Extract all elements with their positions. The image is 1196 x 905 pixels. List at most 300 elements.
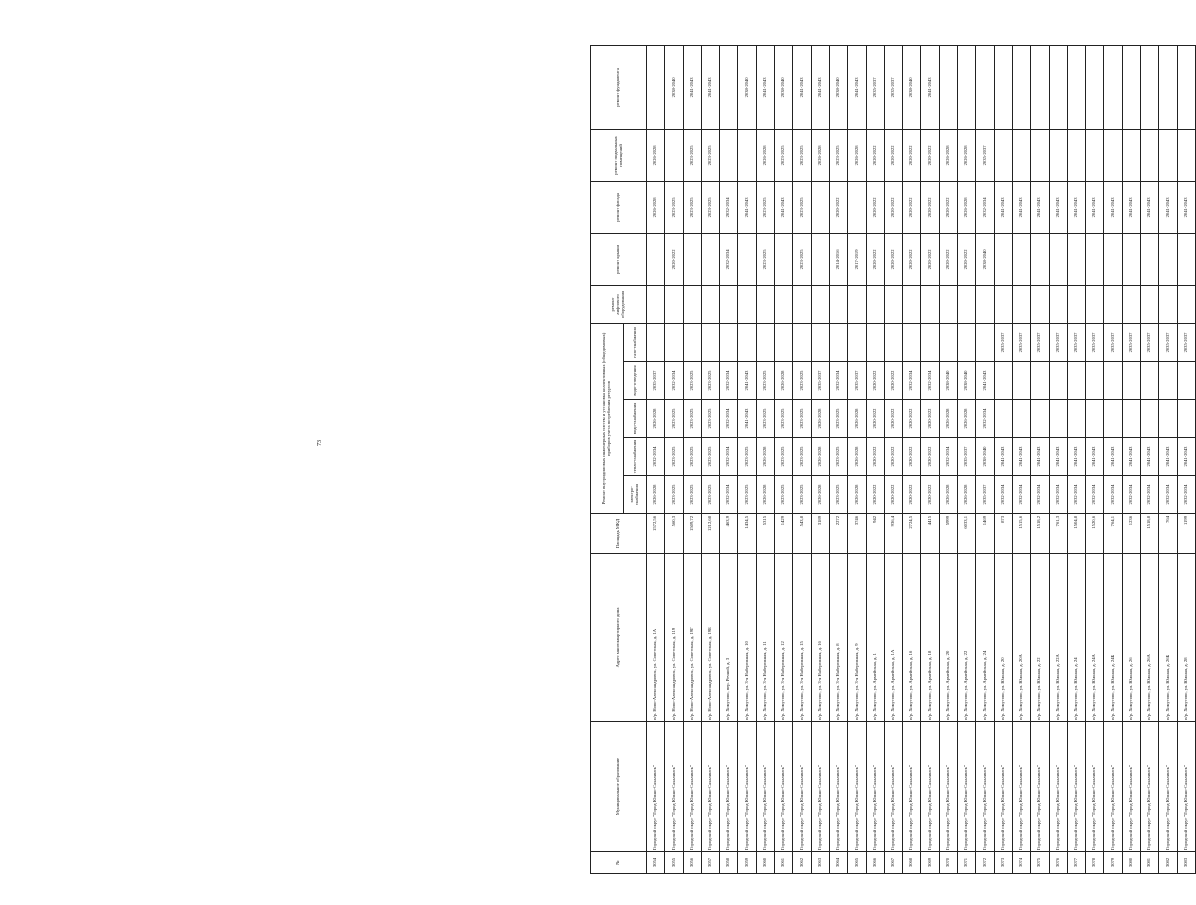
table-row <box>793 45 811 873</box>
cell-foundation <box>1141 45 1159 129</box>
cell-electro: 2026-2028 <box>811 476 829 514</box>
cell-roof <box>1159 233 1177 285</box>
cell-drain: 2020-2022 <box>866 362 884 400</box>
cell-electro: 2032-2034 <box>1177 476 1195 514</box>
cell-heat: 2041-2043 <box>1012 438 1030 476</box>
table-row <box>1141 45 1159 873</box>
cell-num: 3057 <box>701 852 719 874</box>
cell-water <box>1012 400 1030 438</box>
cell-basement: 2026-2028 <box>647 129 665 181</box>
cell-foundation <box>958 45 976 129</box>
cell-facade: 2041-2043 <box>738 181 756 233</box>
cell-water <box>1159 400 1177 438</box>
cell-water: 2023-2025 <box>701 400 719 438</box>
cell-roof: 2020-2022 <box>921 233 939 285</box>
cell-foundation: 2035-2037 <box>884 45 902 129</box>
cell-water <box>1049 400 1067 438</box>
cell-drain: 2035-2037 <box>647 362 665 400</box>
cell-facade: 2041-2043 <box>1141 181 1159 233</box>
cell-municipality: Городской округ "Город Южно-Сахалинск" <box>665 722 683 852</box>
cell-area: 1469 <box>976 514 994 554</box>
cell-water: 2023-2025 <box>665 400 683 438</box>
cell-municipality: Городской округ "Город Южно-Сахалинск" <box>1049 722 1067 852</box>
cell-electro: 2026-2028 <box>939 476 957 514</box>
cell-municipality: Городской округ "Город Южно-Сахалинск" <box>1177 722 1195 852</box>
cell-roof: 2023-2025 <box>756 233 774 285</box>
cell-area: 764 <box>1159 514 1177 554</box>
cell-municipality: Городской округ "Город Южно-Сахалинск" <box>775 722 793 852</box>
cell-area: 1509,72 <box>683 514 701 554</box>
header-lift: ремонт лифтового оборудования <box>591 285 647 323</box>
cell-water: 2026-2028 <box>848 400 866 438</box>
cell-foundation <box>976 45 994 129</box>
cell-basement <box>1159 129 1177 181</box>
cell-heat: 2041-2043 <box>1177 438 1195 476</box>
cell-electro: 2023-2025 <box>665 476 683 514</box>
cell-num: 3055 <box>665 852 683 874</box>
cell-basement: 2026-2028 <box>958 129 976 181</box>
cell-address: п/р. Хомутово, ул. 3-я Набережная, д. 8 <box>829 554 847 722</box>
cell-municipality: Городской округ "Город Южно-Сахалинск" <box>1012 722 1030 852</box>
cell-basement <box>1049 129 1067 181</box>
cell-heat: 2023-2025 <box>701 438 719 476</box>
cell-electro: 2026-2028 <box>647 476 665 514</box>
cell-drain: 2041-2043 <box>976 362 994 400</box>
cell-roof: 2020-2022 <box>939 233 957 285</box>
cell-roof: 2032-2034 <box>720 233 738 285</box>
cell-water <box>1067 400 1085 438</box>
cell-drain: 2038-2040 <box>958 362 976 400</box>
cell-water <box>1086 400 1104 438</box>
cell-water: 2026-2028 <box>958 400 976 438</box>
cell-gas <box>756 323 774 361</box>
header-drain: водо-отведения <box>624 362 647 400</box>
cell-num: 3054 <box>647 852 665 874</box>
cell-area: 463,9 <box>720 514 738 554</box>
cell-facade: 2023-2025 <box>683 181 701 233</box>
cell-num: 3071 <box>958 852 976 874</box>
header-foundation: ремонт фундамента <box>591 45 647 129</box>
cell-heat: 2032-2034 <box>720 438 738 476</box>
cell-water: 2026-2028 <box>811 400 829 438</box>
cell-basement: 2026-2028 <box>848 129 866 181</box>
cell-address: п/р. Ново-Александровск, ул. Советская, д. 19Г <box>683 554 701 722</box>
header-gas: газо-снабжения <box>624 323 647 361</box>
table-row <box>775 45 793 873</box>
cell-address: п/р. Хомутово, ул. Южная, д. 24 <box>1067 554 1085 722</box>
cell-heat: 2020-2022 <box>921 438 939 476</box>
cell-area: 1572,56 <box>647 514 665 554</box>
cell-num: 3073 <box>994 852 1012 874</box>
cell-num: 3074 <box>1012 852 1030 874</box>
cell-foundation: 2041-2043 <box>793 45 811 129</box>
cell-drain <box>1012 362 1030 400</box>
cell-basement: 2026-2028 <box>756 129 774 181</box>
cell-heat: 2026-2028 <box>811 438 829 476</box>
cell-foundation: 2041-2043 <box>811 45 829 129</box>
cell-basement: 2020-2022 <box>866 129 884 181</box>
cell-gas <box>939 323 957 361</box>
cell-gas <box>903 323 921 361</box>
cell-address: п/р. Хомутово, ул. 3-я Набережная, д. 12 <box>775 554 793 722</box>
cell-gas <box>829 323 847 361</box>
cell-drain: 2035-2037 <box>848 362 866 400</box>
rotated-table-container <box>590 46 1188 874</box>
cell-lift <box>884 285 902 323</box>
cell-address: п/р. Хомутово, ул. Южная, д. 28 <box>1177 554 1195 722</box>
header-address: Адрес многоквартирного дома <box>591 554 647 722</box>
cell-basement <box>1177 129 1195 181</box>
cell-foundation <box>1031 45 1049 129</box>
cell-lift <box>958 285 976 323</box>
cell-facade: 2023-2025 <box>756 181 774 233</box>
cell-address: п/р. Хомутово, ул. Южная, д. 20А <box>1012 554 1030 722</box>
cell-area: 1236 <box>1122 514 1140 554</box>
table-row <box>829 45 847 873</box>
table-body <box>647 45 1196 873</box>
cell-area: 1434,5 <box>738 514 756 554</box>
cell-foundation <box>1067 45 1085 129</box>
cell-electro: 2023-2025 <box>738 476 756 514</box>
cell-roof <box>994 233 1012 285</box>
cell-basement: 2023-2025 <box>829 129 847 181</box>
table-row <box>1086 45 1104 873</box>
cell-num: 3063 <box>811 852 829 874</box>
cell-heat: 2020-2022 <box>884 438 902 476</box>
cell-basement: 2023-2025 <box>775 129 793 181</box>
cell-foundation <box>647 45 665 129</box>
table-row <box>683 45 701 873</box>
cell-basement: 2023-2025 <box>701 129 719 181</box>
cell-drain: 2026-2028 <box>775 362 793 400</box>
cell-address: п/р. Хомутово, ул. Южная, д. 24А <box>1086 554 1104 722</box>
cell-heat: 2023-2025 <box>793 438 811 476</box>
cell-drain <box>1104 362 1122 400</box>
cell-water: 2041-2043 <box>738 400 756 438</box>
cell-heat: 2041-2043 <box>994 438 1012 476</box>
cell-gas <box>701 323 719 361</box>
cell-facade: 2041-2043 <box>1086 181 1104 233</box>
cell-electro: 2032-2034 <box>994 476 1012 514</box>
cell-drain <box>1067 362 1085 400</box>
cell-foundation <box>720 45 738 129</box>
cell-gas <box>647 323 665 361</box>
cell-facade: 2041-2043 <box>1122 181 1140 233</box>
table-row <box>1067 45 1085 873</box>
cell-drain: 2032-2034 <box>829 362 847 400</box>
cell-facade <box>811 181 829 233</box>
cell-gas: 2035-2037 <box>1086 323 1104 361</box>
cell-roof <box>647 233 665 285</box>
header-roof: ремонт крыши <box>591 233 647 285</box>
cell-municipality: Городской округ "Город Южно-Сахалинск" <box>1067 722 1085 852</box>
cell-address: п/р. Ново-Александровск, ул. Советская, д. 19Е <box>701 554 719 722</box>
cell-gas <box>811 323 829 361</box>
cell-roof: 2020-2022 <box>958 233 976 285</box>
cell-roof: 2020-2022 <box>903 233 921 285</box>
cell-address: п/р. Хомутово, ул. Армейская, д. 22 <box>958 554 976 722</box>
cell-lift <box>775 285 793 323</box>
cell-facade: 2041-2043 <box>775 181 793 233</box>
cell-address: п/р. Хомутово, ул. 3-я Набережная, д. 9 <box>848 554 866 722</box>
cell-lift <box>1049 285 1067 323</box>
header-electro: электро-снабжения <box>624 476 647 514</box>
cell-area: 4415 <box>921 514 939 554</box>
cell-address: п/р. Хомутово, ул. Южная, д. 22А <box>1049 554 1067 722</box>
cell-basement <box>1012 129 1030 181</box>
cell-water: 2023-2025 <box>683 400 701 438</box>
cell-lift <box>829 285 847 323</box>
cell-gas <box>720 323 738 361</box>
cell-electro: 2032-2034 <box>1049 476 1067 514</box>
cell-drain <box>1177 362 1195 400</box>
cell-roof: 2038-2040 <box>976 233 994 285</box>
cell-municipality: Городской округ "Город Южно-Сахалинск" <box>866 722 884 852</box>
cell-gas: 2035-2037 <box>1177 323 1195 361</box>
cell-area: 5315 <box>756 514 774 554</box>
cell-lift <box>683 285 701 323</box>
table-row <box>921 45 939 873</box>
cell-lift <box>738 285 756 323</box>
cell-water: 2032-2034 <box>720 400 738 438</box>
table-row <box>903 45 921 873</box>
cell-gas: 2035-2037 <box>1067 323 1085 361</box>
cell-electro: 2032-2034 <box>1031 476 1049 514</box>
cell-water: 2020-2022 <box>921 400 939 438</box>
cell-address: п/р. Хомутово, ул. Южная, д. 26 <box>1122 554 1140 722</box>
cell-facade: 2032-2034 <box>720 181 738 233</box>
cell-municipality: Городской округ "Город Южно-Сахалинск" <box>756 722 774 852</box>
cell-foundation: 2038-2040 <box>665 45 683 129</box>
cell-municipality: Городской округ "Город Южно-Сахалинск" <box>848 722 866 852</box>
cell-facade: 2020-2022 <box>884 181 902 233</box>
cell-foundation: 2038-2040 <box>775 45 793 129</box>
cell-address: п/р. Хомутово, ул. Армейская, д. 24 <box>976 554 994 722</box>
table-row <box>1159 45 1177 873</box>
cell-lift <box>1086 285 1104 323</box>
cell-municipality: Городской округ "Город Южно-Сахалинск" <box>939 722 957 852</box>
header-municipality: Муниципальное образование <box>591 722 647 852</box>
table-row <box>866 45 884 873</box>
cell-heat: 2023-2025 <box>683 438 701 476</box>
cell-lift <box>866 285 884 323</box>
cell-drain: 2032-2034 <box>720 362 738 400</box>
cell-basement <box>1122 129 1140 181</box>
cell-water: 2023-2025 <box>793 400 811 438</box>
cell-area: 764,1 <box>1104 514 1122 554</box>
cell-roof <box>1067 233 1085 285</box>
cell-roof <box>1049 233 1067 285</box>
cell-num: 3075 <box>1031 852 1049 874</box>
cell-heat: 2023-2025 <box>738 438 756 476</box>
cell-num: 3059 <box>738 852 756 874</box>
cell-roof: 2017-2019 <box>848 233 866 285</box>
cell-area: 1504,8 <box>1067 514 1085 554</box>
cell-heat: 2035-2037 <box>958 438 976 476</box>
cell-num: 3077 <box>1067 852 1085 874</box>
cell-roof <box>1177 233 1195 285</box>
cell-heat: 2041-2043 <box>1067 438 1085 476</box>
cell-electro: 2020-2022 <box>866 476 884 514</box>
cell-roof <box>1104 233 1122 285</box>
cell-basement: 2020-2022 <box>903 129 921 181</box>
table-row <box>1012 45 1030 873</box>
cell-roof <box>811 233 829 285</box>
cell-basement: 2023-2025 <box>793 129 811 181</box>
cell-foundation: 2041-2043 <box>921 45 939 129</box>
cell-area: 543,8 <box>793 514 811 554</box>
cell-facade: 2020-2022 <box>866 181 884 233</box>
cell-drain <box>1031 362 1049 400</box>
cell-electro: 2032-2034 <box>1141 476 1159 514</box>
cell-roof <box>701 233 719 285</box>
cell-facade: 2032-2034 <box>976 181 994 233</box>
cell-gas: 2035-2037 <box>1122 323 1140 361</box>
cell-electro: 2023-2025 <box>683 476 701 514</box>
table-row <box>665 45 683 873</box>
cell-area: 1515,6 <box>1012 514 1030 554</box>
cell-facade: 2020-2022 <box>829 181 847 233</box>
cell-gas <box>958 323 976 361</box>
cell-address: п/р. Ново-Александровск, ул. Советская, д. 1А <box>647 554 665 722</box>
cell-foundation: 2038-2040 <box>829 45 847 129</box>
cell-foundation <box>1104 45 1122 129</box>
cell-basement <box>1067 129 1085 181</box>
cell-facade: 2020-2022 <box>903 181 921 233</box>
cell-municipality: Городской округ "Город Южно-Сахалинск" <box>1086 722 1104 852</box>
cell-facade: 2023-2025 <box>793 181 811 233</box>
cell-area: 3746 <box>848 514 866 554</box>
cell-lift <box>756 285 774 323</box>
cell-area: 2272 <box>829 514 847 554</box>
cell-lift <box>903 285 921 323</box>
header-facade: ремонт фасада <box>591 181 647 233</box>
cell-lift <box>647 285 665 323</box>
cell-heat: 2041-2043 <box>1031 438 1049 476</box>
cell-basement <box>1086 129 1104 181</box>
cell-drain <box>1049 362 1067 400</box>
cell-municipality: Городской округ "Город Южно-Сахалинск" <box>829 722 847 852</box>
cell-heat: 2023-2025 <box>829 438 847 476</box>
cell-gas <box>665 323 683 361</box>
cell-facade: 2041-2043 <box>1031 181 1049 233</box>
cell-gas: 2035-2037 <box>994 323 1012 361</box>
cell-gas <box>848 323 866 361</box>
cell-foundation: 2041-2043 <box>701 45 719 129</box>
table-row <box>647 45 665 873</box>
cell-area: 6033,1 <box>958 514 976 554</box>
cell-gas <box>976 323 994 361</box>
cell-basement <box>1104 129 1122 181</box>
cell-num: 3070 <box>939 852 957 874</box>
header-num: № <box>591 852 647 874</box>
cell-foundation: 2041-2043 <box>683 45 701 129</box>
cell-drain <box>1141 362 1159 400</box>
cell-lift <box>976 285 994 323</box>
table-row <box>1031 45 1049 873</box>
table-row <box>884 45 902 873</box>
cell-water: 2023-2025 <box>775 400 793 438</box>
cell-gas: 2035-2037 <box>1159 323 1177 361</box>
cell-lift <box>1122 285 1140 323</box>
cell-facade: 2020-2022 <box>939 181 957 233</box>
cell-municipality: Городской округ "Город Южно-Сахалинск" <box>720 722 738 852</box>
cell-lift <box>701 285 719 323</box>
cell-roof <box>1141 233 1159 285</box>
table-row <box>720 45 738 873</box>
table-row <box>848 45 866 873</box>
cell-heat: 2032-2034 <box>647 438 665 476</box>
cell-basement: 2020-2022 <box>884 129 902 181</box>
cell-num: 3083 <box>1177 852 1195 874</box>
cell-basement: 2035-2037 <box>976 129 994 181</box>
cell-electro: 2032-2034 <box>1012 476 1030 514</box>
cell-address: п/р. Хомутово, ул. 3-я Набережная, д. 15 <box>793 554 811 722</box>
cell-roof <box>775 233 793 285</box>
cell-basement: 2023-2025 <box>683 129 701 181</box>
cell-roof <box>1012 233 1030 285</box>
cell-facade: 2023-2025 <box>665 181 683 233</box>
cell-electro: 2032-2034 <box>1067 476 1085 514</box>
page-number: 73 <box>317 440 323 446</box>
cell-water <box>1122 400 1140 438</box>
cell-heat: 2041-2043 <box>1159 438 1177 476</box>
cell-address: п/р. Хомутово, ул. Армейская, д. 20 <box>939 554 957 722</box>
cell-lift <box>1104 285 1122 323</box>
cell-foundation: 2038-2040 <box>903 45 921 129</box>
cell-municipality: Городской округ "Город Южно-Сахалинск" <box>793 722 811 852</box>
cell-gas: 2035-2037 <box>1049 323 1067 361</box>
cell-num: 3069 <box>921 852 939 874</box>
cell-municipality: Городской округ "Город Южно-Сахалинск" <box>1122 722 1140 852</box>
cell-area: 942 <box>866 514 884 554</box>
cell-lift <box>994 285 1012 323</box>
cell-foundation <box>939 45 957 129</box>
header-heat: тепло-снабжения <box>624 438 647 476</box>
cell-facade: 2041-2043 <box>1067 181 1085 233</box>
cell-area: 2724,5 <box>903 514 921 554</box>
cell-foundation <box>1122 45 1140 129</box>
cell-drain: 2020-2022 <box>884 362 902 400</box>
cell-electro: 2023-2025 <box>829 476 847 514</box>
cell-electro: 2026-2028 <box>848 476 866 514</box>
cell-municipality: Городской округ "Город Южно-Сахалинск" <box>1031 722 1049 852</box>
cell-basement <box>720 129 738 181</box>
cell-foundation: 2041-2043 <box>756 45 774 129</box>
cell-basement <box>1031 129 1049 181</box>
cell-roof: 2014-2016 <box>829 233 847 285</box>
cell-water <box>1031 400 1049 438</box>
cell-water: 2026-2028 <box>939 400 957 438</box>
table-row <box>1049 45 1067 873</box>
cell-drain <box>994 362 1012 400</box>
cell-facade: 2041-2043 <box>994 181 1012 233</box>
cell-water <box>1141 400 1159 438</box>
cell-heat: 2026-2028 <box>756 438 774 476</box>
cell-heat: 2026-2028 <box>848 438 866 476</box>
cell-heat: 2023-2025 <box>665 438 683 476</box>
cell-municipality: Городской округ "Город Южно-Сахалинск" <box>994 722 1012 852</box>
cell-address: п/р. Хомутово, ул. 3-я Набережная, д. 11 <box>756 554 774 722</box>
table-row <box>701 45 719 873</box>
cell-num: 3062 <box>793 852 811 874</box>
cell-roof <box>1086 233 1104 285</box>
cell-lift <box>793 285 811 323</box>
cell-municipality: Городской округ "Город Южно-Сахалинск" <box>976 722 994 852</box>
cell-lift <box>720 285 738 323</box>
cell-num: 3058 <box>720 852 738 874</box>
cell-lift <box>811 285 829 323</box>
